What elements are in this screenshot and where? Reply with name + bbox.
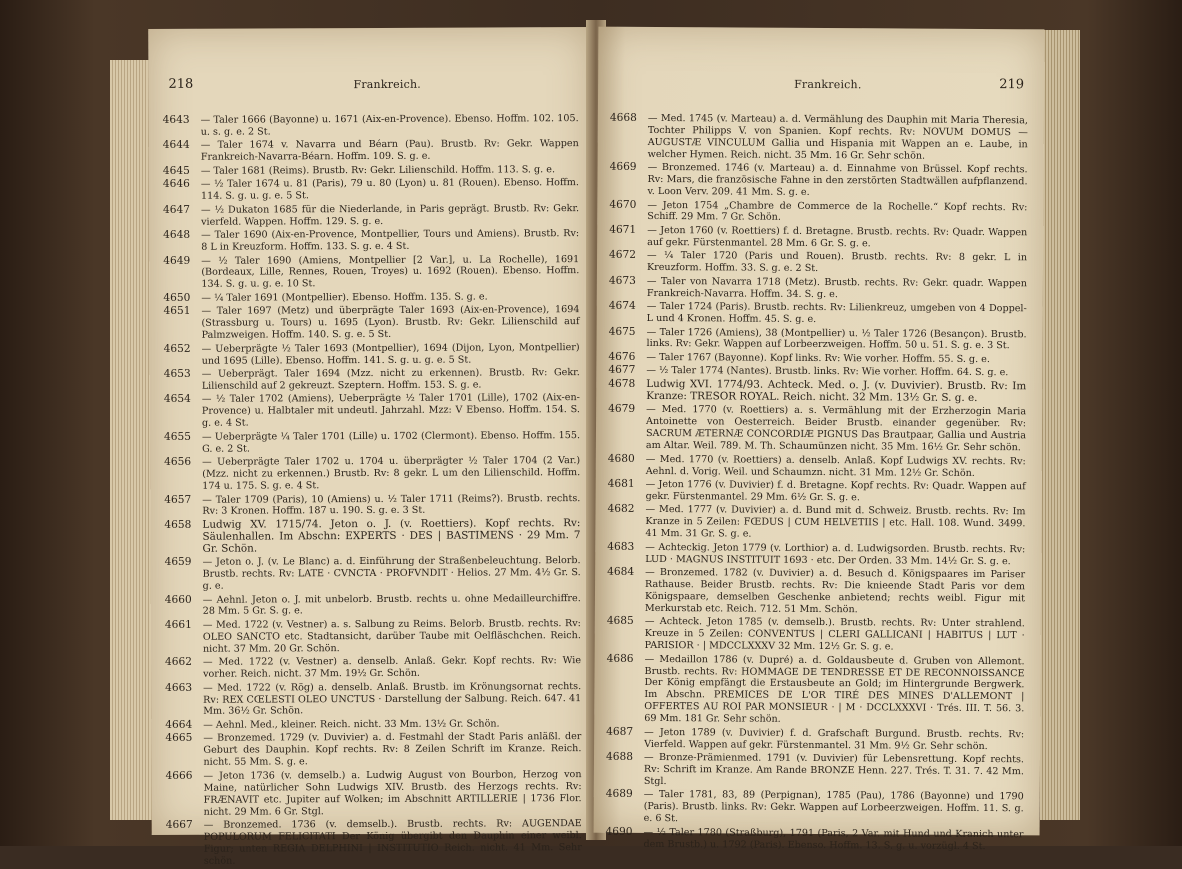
lot-number: 4657 xyxy=(164,493,192,506)
entry-list xyxy=(163,113,582,869)
lot-description: — Taler 1697 (Metz) und überprägte Taler 1693 (Aix-en-Provence), 1694 (Strassburg u. Tours) u. 1695 (Lyon). Brustb. Rv: Gekr. Lilienschild auf Palmzweigen. Hoffm. 140. S. g. e. 5 St. xyxy=(201,304,580,341)
lot-number: 4649 xyxy=(163,254,191,267)
lot-description: — Jeton 1776 (v. Duvivier) f. d. Bretagne. Kopf rechts. Rv: Quadr. Wappen auf gekr. Fürstenmantel. 29 Mm. 6½ Gr. S. g. e. xyxy=(645,478,1026,504)
lot-number: 4651 xyxy=(163,305,191,318)
lot-number: 4647 xyxy=(163,203,191,216)
lot-description: — ½ Taler 1674 u. 81 (Paris), 79 u. 80 (Lyon) u. 81 (Rouen). Ebenso. Hoffm. 114. S. g. u. g. e. 5 St. xyxy=(200,177,579,202)
lot-description: — ½ Taler 1702 (Amiens), Ueberprägte ½ Taler 1701 (Lille), 1702 (Aix-en-Provence) u. Halbtaler mit undeutl. Jahrzahl. Mzz: V Ebenso. Hoffm. 154. S. g. e. 4 St. xyxy=(201,392,580,430)
lot-number: 4671 xyxy=(609,223,637,236)
lot-description: — Med. 1722 (v. Rög) a. denselb. Anlaß. Brustb. im Krönungsornat rechts. Rv: REX CŒLESTI OLEO UNCTUS · Darstellung der Salbung. Reich. 647. 41 Mm. 36½ Gr. Schön. xyxy=(203,680,582,718)
lot-number: 4684 xyxy=(607,565,635,578)
lot-description: — Bronze-Prämienmed. 1791 (v. Duvivier) für Lebensrettung. Kopf rechts. Rv: Schrift im Kranze. Am Rande BRONZE Henn. 227. Trés. T. 31. 7. 42 Mm. Stgl. xyxy=(643,752,1025,787)
catalog-entry xyxy=(609,162,1027,200)
lot-number: 4645 xyxy=(162,164,190,177)
catalog-entry xyxy=(608,379,1026,405)
lot-description: — Achteck. Jeton 1785 (v. demselb.). Brustb. rechts. Rv: Unter strahlend. Kreuze in 5 Zeilen: CONVENTUS | CLERI GALLICANI | HABITUS | LUT · PARISIOR · | MDCCLXXXV 32 Mm. 12½ Gr. S. g. e. xyxy=(644,616,1025,653)
left-page xyxy=(148,27,594,867)
catalog-entry xyxy=(165,618,581,656)
entry-list xyxy=(605,113,1028,855)
catalog-entry xyxy=(164,393,580,431)
lot-description: — Taler 1726 (Amiens), 38 (Montpellier) u. ½ Taler 1726 (Besançon). Brustb. links. Rv: Gekr. Wappen auf Lorbeerzweigen. Hoffm. 50 u. 51. S. g. e. 3 St. xyxy=(646,326,1027,352)
lot-description: — Med. 1722 (v. Vestner) a. denselb. Anlaß. Gekr. Kopf rechts. Rv: Wie vorher. Reich. nicht. 37 Mm. 19½ Gr. Schön. xyxy=(202,655,582,680)
lot-description: — Jeton 1754 „Chambre de Commerce de la Rochelle.“ Kopf rechts. Rv: Schiff. 29 Mm. 7 Gr. Schön. xyxy=(647,199,1028,224)
lot-description: — Taler 1724 (Paris). Brustb. rechts. Rv: Lilienkreuz, umgeben von 4 Doppel-L und 4 Kronen. Hoffm. 45. S. g. e. xyxy=(646,301,1027,326)
catalog-entry xyxy=(163,203,579,229)
catalog-entry xyxy=(607,616,1025,654)
lot-number: 4652 xyxy=(163,342,191,355)
lot-number: 4682 xyxy=(607,503,635,516)
lot-number: 4659 xyxy=(164,556,192,569)
lot-description: — Taler 1767 (Bayonne). Kopf links. Rv: Wie vorher. Hoffm. 55. S. g. e. xyxy=(646,351,990,366)
lot-description: — Taler 1781, 83, 89 (Perpignan), 1785 (Pau), 1786 (Bayonne) und 1790 (Paris). Brustb. links. Rv: Gekr. Wappen auf Lorbeerzweigen. Hoffm. 11. S. g. e. 6 St. xyxy=(643,789,1024,825)
lot-number: 4673 xyxy=(608,274,636,287)
catalog-entry xyxy=(607,504,1025,542)
lot-number: 4643 xyxy=(162,113,190,126)
lot-description: — Med. 1745 (v. Marteau) a. d. Vermählung des Dauphin mit Maria Theresia, Tochter Philipps V. von Spanien. Kopf rechts. Rv: NOVUM DOMUS — AUGUSTÆ VINCULUM Gallia und Hispania mit Wappen an e. Laube, in welcher Hymen. Reich. nicht. 35 Mm. 16 Gr. Sehr schön. xyxy=(647,112,1028,162)
lot-number: 4660 xyxy=(164,593,192,606)
catalog-entry xyxy=(164,493,580,519)
page-edges-left xyxy=(110,60,152,820)
lot-description: — Ueberprägt. Taler 1694 (Mzz. nicht zu erkennen). Brustb. Rv: Gekr. Lilienschild auf 2 gekreuzt. Szeptern. Hoffm. 153. S. g. e. xyxy=(201,367,580,392)
catalog-entry xyxy=(164,430,580,456)
running-header: Frankreich. xyxy=(353,77,421,92)
catalog-entry xyxy=(165,718,581,732)
catalog-entry xyxy=(163,291,579,305)
catalog-entry xyxy=(164,342,580,368)
lot-number: 4669 xyxy=(609,160,637,174)
catalog-entry xyxy=(609,199,1027,225)
catalog-entry xyxy=(163,304,579,342)
lot-description: Ludwig XV. 1715/74. Jeton o. J. (v. Roettiers). Kopf rechts. Rv: Säulenhallen. Im Abschn: EXPERTS · DES | BASTIMENS · 29 Mm. 7 Gr. Schön. xyxy=(202,516,581,555)
catalog-entry xyxy=(165,655,581,681)
lot-number: 4655 xyxy=(163,430,192,443)
lot-description: — Bronzemed. 1746 (v. Marteau) a. d. Einnahme von Brüssel. Kopf rechts. Rv: Mars, die französische Fahne in den zerstörten Stadtwällen aufpflanzend. v. Loon Verv. 209. 41 Mm. S. g. e. xyxy=(647,162,1028,198)
catalog-entry xyxy=(165,555,581,593)
catalog-entry xyxy=(609,301,1027,327)
lot-description: — Jeton 1789 (v. Duvivier) f. d. Grafschaft Burgund. Brustb. rechts. Rv: Vierfeld. Wappen auf gekr. Fürstenmantel. 31 Mm. 9½ Gr. Sehr schön. xyxy=(644,726,1025,752)
lot-number: 4686 xyxy=(606,652,634,665)
lot-number: 4646 xyxy=(162,178,190,191)
lot-description: — Bronzemed. 1782 (v. Duvivier) a. d. Besuch d. Königspaares im Pariser Rathause. Beider Brustb. rechts. Rv: Die knieende Stadt Paris vor dem Königspaare, demselben Geschenke anbietend; rechts weibl. Figur mit Merkurstab etc. Reich. 712. 51 Mm. Schön. xyxy=(644,567,1026,616)
page-number: 219 xyxy=(999,77,1025,93)
lot-number: 4676 xyxy=(608,350,636,363)
lot-number: 4665 xyxy=(165,732,193,745)
lot-description: — Jeton 1760 (v. Roettiers) f. d. Bretagne. Brustb. rechts. Rv: Quadr. Wappen auf gekr. Fürstenmantel. 28 Mm. 6 Gr. S. g. e. xyxy=(647,224,1028,250)
catalog-entry xyxy=(163,228,579,254)
lot-description: — Med. 1770 (v. Roettiers) a. denselb. Anlaß. Kopf Ludwigs XV. rechts. Rv: Aehnl. d. Vorig. Weil. und Schaumzn. nicht. 31 Mm. 12½ Gr. Schön. xyxy=(645,453,1026,479)
lot-number: 4690 xyxy=(605,825,633,838)
page-number: 218 xyxy=(168,76,194,92)
lot-description: — Jeton 1736 (v. demselb.) a. Ludwig August von Bourbon, Herzog von Maine, natürlicher Sohn Ludwigs XIV. Brustb. des Herzogs rechts. Rv: FRÆNAVIT etc. Jupiter auf Wolken; im Abschnitt ARTILLERIE | 1736 Flor. nicht. 29 Mm. 6 Gr. Stgl. xyxy=(203,768,582,818)
lot-description: — Achteckig. Jeton 1779 (v. Lorthior) a. d. Ludwigsorden. Brustb. rechts. Rv: LUD · MAGNUS INSTITUIT 1693 · etc. Der Orden. 33 Mm. 14½ Gr. S. g. e. xyxy=(645,541,1026,567)
lot-description: — Taler 1681 (Reims). Brustb. Rv: Gekr. Lilienschild. Hoffm. 113. S. g. e. xyxy=(200,164,556,177)
lot-number: 4664 xyxy=(165,718,193,731)
lot-number: 4687 xyxy=(606,725,634,738)
lot-description: — Taler 1690 (Aix-en-Provence, Montpellier, Tours und Amiens). Brustb. Rv: 8 L in Kreuzform. Hoffm. 133. S. g. e. 4 St. xyxy=(201,228,580,253)
lot-description: — Taler 1674 v. Navarra und Béarn (Pau). Brustb. Rv: Gekr. Wappen Frankreich-Navarra-Béarn. Hoffm. 109. S. g. e. xyxy=(200,138,579,164)
lot-number: 4658 xyxy=(164,518,192,531)
catalog-entry xyxy=(164,455,580,493)
lot-number: 4644 xyxy=(162,139,190,152)
catalog-entry xyxy=(164,518,580,556)
catalog-entry xyxy=(610,113,1028,163)
lot-description: — Med. 1777 (v. Duvivier) a. d. Bund mit d. Schweiz. Brustb. rechts. Rv: Im Kranze in 5 Zeilen: FŒDUS | CUM HELVETIIS | etc. Hall. 108. Wund. 3499. 41 Mm. 31 Gr. S. g. e. xyxy=(645,504,1026,540)
catalog-entry xyxy=(608,326,1026,352)
lot-number: 4683 xyxy=(607,540,635,553)
catalog-entry xyxy=(608,352,1026,366)
catalog-entry xyxy=(607,567,1025,617)
lot-description: — ¼ Taler 1720 (Paris und Rouen). Brustb. rechts. Rv: 8 gekr. L in Kreuzform. Hoffm. 33. S. g. e. 2 St. xyxy=(646,250,1028,275)
lot-number: 4648 xyxy=(163,228,191,242)
lot-description: — Aehnl. Jeton o. J. mit unbelorb. Brustb. rechts u. ohne Medailleurchiffre. 28 Mm. 5 Gr. S. g. e. xyxy=(202,592,581,618)
lot-number: 4661 xyxy=(164,618,192,631)
lot-number: 4675 xyxy=(608,325,636,338)
catalog-entry xyxy=(606,653,1024,727)
lot-number: 4668 xyxy=(609,111,637,124)
catalog-entry xyxy=(163,113,579,139)
lot-number: 4672 xyxy=(609,249,637,262)
lot-number: 4685 xyxy=(606,615,634,628)
lot-number: 4667 xyxy=(165,818,193,831)
lot-description: — ¼ Taler 1691 (Montpellier). Ebenso. Hoffm. 135. S. g. e. xyxy=(201,291,488,304)
catalog-entry xyxy=(606,789,1024,827)
catalog-entry xyxy=(163,164,579,178)
lot-description: — Ueberprägte ¼ Taler 1701 (Lille) u. 1702 (Clermont). Ebenso. Hoffm. 155. G. e. 2 St. xyxy=(202,429,581,455)
lot-description: — Medaillon 1786 (v. Dupré) a. d. Goldausbeute d. Gruben von Allemont. Brustb. rechts. Rv: HOMMAGE DE TENDRESSE ET DE RECONNOISSANCE Der König empfängt die Erstausbeute an Gold; im Hintergrunde Bergwerk. Im Abschn. PREMICES DE L'OR TIRÉ DES MINES D'ALLEMONT | OFFERTES AU ROI PAR MONSIEUR · | M · DCCLXXXVI · Trés. III. T. 56. 3. 69 Mm. 181 Gr. Sehr schön. xyxy=(644,653,1025,725)
lot-number: 4689 xyxy=(605,788,633,801)
lot-number: 4677 xyxy=(608,364,636,377)
catalog-entry xyxy=(608,453,1026,479)
lot-description: — ½ Taler 1774 (Nantes). Brustb. links. Rv: Wie vorher. Hoffm. 64. S. g. e. xyxy=(646,365,1009,379)
lot-description: — Aehnl. Med., kleiner. Reich. nicht. 33 Mm. 13½ Gr. Schön. xyxy=(203,718,500,731)
lot-number: 4670 xyxy=(609,198,637,211)
catalog-entry xyxy=(166,818,582,867)
catalog-entry xyxy=(608,479,1026,505)
catalog-entry xyxy=(165,769,581,818)
lot-description: — Ueberprägte ½ Taler 1693 (Montpellier), 1694 (Dijon, Lyon, Montpellier) und 1695 (Lille). Ebenso. Hoffm. 141. S. g. u. g. e. 5 St. xyxy=(201,341,580,367)
lot-description: — Taler 1709 (Paris), 10 (Amiens) u. ½ Taler 1711 (Reims?). Brustb. rechts. Rv: 3 Kronen. Hoffm. 187 u. 190. S. g. e. 3 St. xyxy=(202,492,581,518)
lot-number: 4681 xyxy=(607,477,635,490)
lot-number: 4653 xyxy=(163,367,191,380)
catalog-entry xyxy=(606,752,1024,790)
lot-description: — Bronzemed. 1736 (v. demselb.). Brustb. rechts. Rv: AUGENDAE POPULORUM FELICITATI Der König übergibt den Dauphin einer weibl. Figur; unten REGIA DELPHINI | INSTITUTIO Reich. nicht. 41 Mm. Sehr schön. xyxy=(203,818,582,867)
catalog-entry xyxy=(165,593,581,619)
running-header: Frankreich. xyxy=(794,77,862,92)
lot-number: 4662 xyxy=(164,656,193,669)
lot-number: 4666 xyxy=(165,769,193,782)
page-edges-right xyxy=(1040,30,1080,820)
lot-number: 4654 xyxy=(163,393,191,406)
catalog-entry xyxy=(165,732,581,770)
lot-description: — Med. 1770 (v. Roettiers) a. s. Vermählung mit der Erzherzogin Maria Antoinette von Oesterreich. Beider Brustb. einander gegenüber. Rv: SACRUM ÆTERNÆ CONCORDIÆ PIGNUS Das Brautpaar, Gallia und Austria am Altar. Weil. 789. M. Th. Schaumünzen nicht. 35 Mm. 16½ Gr. Sehr schön. xyxy=(645,404,1027,454)
lot-description: Ludwig XVI. 1774/93. Achteck. Med. o. J. (v. Duvivier). Brustb. Rv: Im Kranze: TRESOR ROYAL. Reich. nicht. 32 Mm. 13½ Gr. S. g. e. xyxy=(646,377,1027,404)
lot-description: — Bronzemed. 1729 (v. Duvivier) a. d. Festmahl der Stadt Paris anläßl. der Geburt des Dauphin. Kopf rechts. Rv: 8 Zeilen Schrift im Kranze. Reich. nicht. 55 Mm. S. g. e. xyxy=(203,731,582,769)
catalog-entry xyxy=(607,541,1025,567)
right-page xyxy=(594,27,1045,852)
catalog-entry xyxy=(164,367,580,393)
lot-description: — Taler 1666 (Bayonne) u. 1671 (Aix-en-Provence). Ebenso. Hoffm. 102. 105. u. s. g. e. 2 St. xyxy=(200,113,579,138)
catalog-entry xyxy=(609,250,1027,276)
lot-description: — ½ Dukaton 1685 für die Niederlande, in Paris geprägt. Brustb. Rv: Gekr. vierfeld. Wappen. Hoffm. 129. S. g. e. xyxy=(201,202,580,228)
catalog-entry xyxy=(609,275,1027,301)
lot-number: 4678 xyxy=(608,377,636,390)
lot-number: 4680 xyxy=(607,452,635,465)
catalog-entry xyxy=(163,177,579,203)
lot-number: 4688 xyxy=(605,750,634,763)
lot-number: 4674 xyxy=(608,299,636,313)
lot-description: — ½ Taler 1690 (Amiens, Montpellier [2 Var.], u. La Rochelle), 1691 (Bordeaux, Lille, Rennes, Rouen, Troyes) u. 1692 (Rouen). Ebenso. Hoffm. 134. S. g. u. g. e. 10 St. xyxy=(201,253,580,291)
lot-number: 4663 xyxy=(165,681,193,694)
catalog-entry xyxy=(608,404,1026,454)
lot-description: — Taler von Navarra 1718 (Metz). Brustb. rechts. Rv: Gekr. quadr. Wappen Frankreich-Navarra. Hoffm. 34. S. g. e. xyxy=(646,275,1027,300)
lot-description: — Jeton o. J. (v. Le Blanc) a. d. Einführung der Straßenbeleuchtung. Belorb. Brustb. rechts. Rv: LATE · CVNCTA · PROFVNDIT · Helios. 27 Mm. 4½ Gr. S. g. e. xyxy=(202,555,581,592)
lot-description: — Med. 1722 (v. Vestner) a. s. Salbung zu Reims. Belorb. Brustb. rechts. Rv: OLEO SANCTO etc. Stadtansicht, darüber Taube mit Oelfläschchen. Reich. nicht. 37 Mm. 20 Gr. Schön. xyxy=(202,618,581,655)
lot-number: 4656 xyxy=(164,455,192,469)
catalog-entry xyxy=(163,138,579,164)
lot-description: — Ueberprägte Taler 1702 u. 1704 u. überprägter ½ Taler 1704 (2 Var.) (Mzz. nicht zu erkennen.) Brustb. Rv: 8 gekr. L um den Lilienschild. Hoffm. 174 u. 175. S. g. e. 4 St. xyxy=(202,455,581,492)
catalog-entry xyxy=(165,681,581,719)
catalog-entry xyxy=(605,826,1023,852)
lot-number: 4679 xyxy=(608,403,636,416)
lot-number: 4650 xyxy=(163,291,191,304)
catalog-entry xyxy=(606,726,1024,752)
catalog-entry xyxy=(163,254,579,292)
lot-description: — ½ Taler 1780 (Straßburg), 1791 (Paris, 2 Var. mit Hund und Kranich unter dem Brustb.) u. 1792 (Paris). Ebenso. Hoffm. 13. S. g. u. vorzügl. 4 St. xyxy=(643,826,1024,852)
catalog-entry xyxy=(609,225,1027,251)
